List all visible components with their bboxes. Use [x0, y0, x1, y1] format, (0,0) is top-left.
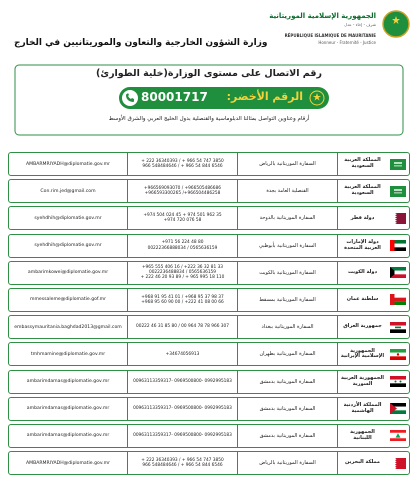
email-address[interactable]: ambarimkowei@diplomatie.gov.mr — [27, 270, 109, 276]
phone-number: + 222 46 20 93 89 / + 965 995 18 110 — [140, 275, 225, 281]
flag-cell — [387, 371, 409, 393]
phone-number: 00963113359317- 0969500800- 0992995183 — [133, 406, 232, 411]
mauritania-emblem-icon — [382, 10, 410, 38]
phone-numbers — [127, 398, 237, 420]
email-address[interactable]: tmhmamine@diplomatie.gov.mr — [30, 351, 106, 357]
phone-number: +974 504 024 45 + 974 501 962 35 — [143, 213, 222, 219]
mission-name: السفارة الموريتانية بدمشق — [237, 371, 337, 393]
phone-number: 0022236488834 / 0565636159 — [148, 270, 217, 276]
country-name: الجمهورية العربية السورية — [337, 371, 387, 393]
bahrain-flag-icon — [390, 458, 406, 469]
country-name: الجمهورية الإسلامية الإيرانية — [337, 343, 387, 365]
email-address[interactable]: syehdhih@diplomatie.gov.mr — [34, 215, 102, 221]
mission-name: القنصلية العامة بجدة — [237, 180, 337, 202]
mission-name: السفارة الموريتانية بالرياض — [237, 452, 337, 474]
motto-arabic: شرف - إخاء - عدل — [344, 22, 376, 27]
flag-cell — [387, 343, 409, 365]
page-header — [0, 0, 418, 62]
mission-name: السفارة الموريتانية بمسقط — [237, 289, 337, 311]
ministry-title: وزارة الشؤون الخارجية والتعاون والموريتانيين في الخارج — [14, 38, 268, 48]
mission-name: السفارة الموريتانية بالدوحة — [237, 207, 337, 229]
email-address[interactable]: AMBARMRIYADH@diplomatie.gov.mr — [25, 460, 111, 466]
phone-number: 966 548484646 / + 966 54 844 6546 — [142, 164, 223, 169]
oman-flag-icon — [390, 294, 406, 305]
small-emblem-icon — [309, 90, 325, 106]
email-address[interactable]: ambarimdamas@diplomatie.gov.mr — [26, 379, 110, 384]
table-row — [8, 234, 410, 258]
saudi-flag-icon — [390, 159, 406, 170]
mission-name: السفارة الموريتانية بطهران — [237, 343, 337, 365]
mission-name: السفارة الموريتانية بأبوظبي — [237, 235, 337, 257]
banner-subtitle: أرقام وعناوين التواصل بمثالنا الدبلوماسية والقنصلية بدول الخليج العربي والشرق الأوسط — [108, 116, 310, 122]
table-row — [8, 152, 410, 176]
country-name: المملكة العربية السعودية — [337, 153, 387, 175]
phone-number: + 222 36340393 / + 966 54 747 3850 — [141, 457, 224, 463]
country-name: المملكة العربية السعودية — [337, 180, 387, 202]
banner-title: رقم الاتصال على مستوى الوزارة(خلية الطوارئ) — [96, 68, 322, 79]
table-row — [8, 370, 410, 394]
phone-numbers — [127, 289, 237, 311]
flag-cell — [387, 289, 409, 311]
flag-cell — [387, 452, 409, 474]
mission-name: السفارة الموريتانية بدمشق — [237, 398, 337, 420]
table-row — [8, 288, 410, 312]
country-name: الجمهورية اللبنانية — [337, 425, 387, 447]
country-name: مملكة البحرين — [337, 452, 387, 474]
phone-numbers — [127, 425, 237, 447]
email-address[interactable]: ambarimdamas@diplomatie.gov.mr — [26, 433, 110, 439]
phone-numbers — [127, 153, 237, 175]
phone-number: 00222366888034 / 0565636159 — [147, 245, 218, 251]
flag-cell — [387, 425, 409, 447]
email-address[interactable]: mmessaleme@diplomatie.gof.mr — [29, 297, 107, 303]
table-row — [8, 342, 410, 366]
hotline-label: الرقم الأخضر: — [226, 90, 303, 103]
phone-number: +974 720 076 58 — [163, 218, 202, 224]
flag-cell — [387, 180, 409, 202]
flag-cell — [387, 316, 409, 338]
flag-cell — [387, 235, 409, 257]
lebanon-flag-icon — [390, 430, 406, 441]
table-row — [8, 206, 410, 230]
country-name: دولة قطر — [337, 207, 387, 229]
table-row — [8, 179, 410, 203]
mission-name: السفارة الموريتانية بالرياض — [237, 153, 337, 175]
table-row — [8, 451, 410, 475]
phone-numbers — [127, 343, 237, 365]
phone-numbers — [127, 316, 237, 338]
country-name: المملكة الأردنية الهاشمية — [337, 398, 387, 420]
phone-number: +971 56 224 48 80 — [161, 240, 204, 246]
phone-numbers — [127, 262, 237, 284]
flag-cell — [387, 262, 409, 284]
phone-number: 00963113359317- 0969500800- 0992995183 — [133, 433, 232, 439]
phone-number: 966 548484646 / + 966 54 844 6546 — [142, 463, 223, 469]
phone-number: +966569093070 / +966505486686 — [144, 185, 221, 191]
table-row — [8, 397, 410, 421]
qatar-flag-icon — [390, 213, 406, 224]
phone-numbers — [127, 371, 237, 393]
email-address[interactable]: Con.rim.jed@gmail.com — [40, 188, 96, 194]
table-row — [8, 424, 410, 448]
flag-cell — [387, 398, 409, 420]
country-name: سلطنة عمان — [337, 289, 387, 311]
phone-number: + 222 36340393 / + 966 54 747 3850 — [141, 158, 224, 164]
phone-numbers — [127, 235, 237, 257]
flag-cell — [387, 153, 409, 175]
emergency-banner — [14, 64, 404, 136]
hotline-pill — [119, 87, 329, 109]
email-address[interactable]: AMBARMRIYADH@diplomatie.gov.mr — [25, 161, 111, 167]
country-name: جمهورية العراق — [337, 316, 387, 338]
phone-numbers — [127, 207, 237, 229]
email-address[interactable]: ambarimdamas@diplomatie.gov.mr — [26, 406, 110, 412]
email-address[interactable]: syehdhih@diplomatie.gov.mr — [34, 243, 102, 249]
phone-number: +968 91 95 41 01 / +968 95 37 98 37 — [141, 294, 224, 300]
country-name: دولة الإمارات العربية المتحدة — [337, 235, 387, 257]
contacts-table — [8, 152, 410, 478]
hotline-number: 80001717 — [141, 90, 208, 104]
country-name: دولة الكويت — [337, 262, 387, 284]
email-address[interactable]: embassymauritania.baghdad2013@gmail.com — [14, 324, 122, 330]
phone-icon — [122, 90, 138, 106]
saudi-flag-icon — [390, 186, 406, 197]
phone-number: 00222 46 31 85 80 / 00 964 78 78 966 307 — [135, 324, 230, 330]
republic-name-french: RÉPUBLIQUE ISLAMIQUE DE MAURITANIE — [284, 33, 376, 38]
jordan-flag-icon — [390, 403, 406, 414]
uae-flag-icon — [390, 240, 406, 251]
syria-flag-icon — [390, 376, 406, 387]
motto-french: Honneur - Fraternité - Justice — [318, 40, 376, 45]
phone-number: +965 555 406 16 / +222 36 32 81 33 — [141, 264, 224, 270]
mission-name: السفارة الموريتانية بدمشق — [237, 425, 337, 447]
phone-number: +34674056913 — [165, 351, 200, 357]
mission-name: السفارة الموريتانية بالكويت — [237, 262, 337, 284]
phone-number: +966593300265 /+966504486258 — [144, 191, 221, 197]
kuwait-flag-icon — [390, 267, 406, 278]
mission-name: السفارة الموريتانية ببغداد — [237, 316, 337, 338]
republic-name-arabic: الجمهورية الإسلامية الموريتانية — [269, 12, 376, 20]
table-row — [8, 315, 410, 339]
phone-number: 00963113359317- 0969500800- 0992995183 — [133, 378, 232, 384]
phone-number: +968 95 60 90 00 / +222 41 08 00 66 — [141, 299, 224, 305]
phone-numbers — [127, 452, 237, 474]
flag-cell — [387, 207, 409, 229]
table-row — [8, 261, 410, 285]
phone-numbers — [127, 180, 237, 202]
iraq-flag-icon — [390, 322, 406, 333]
iran-flag-icon — [390, 349, 406, 360]
